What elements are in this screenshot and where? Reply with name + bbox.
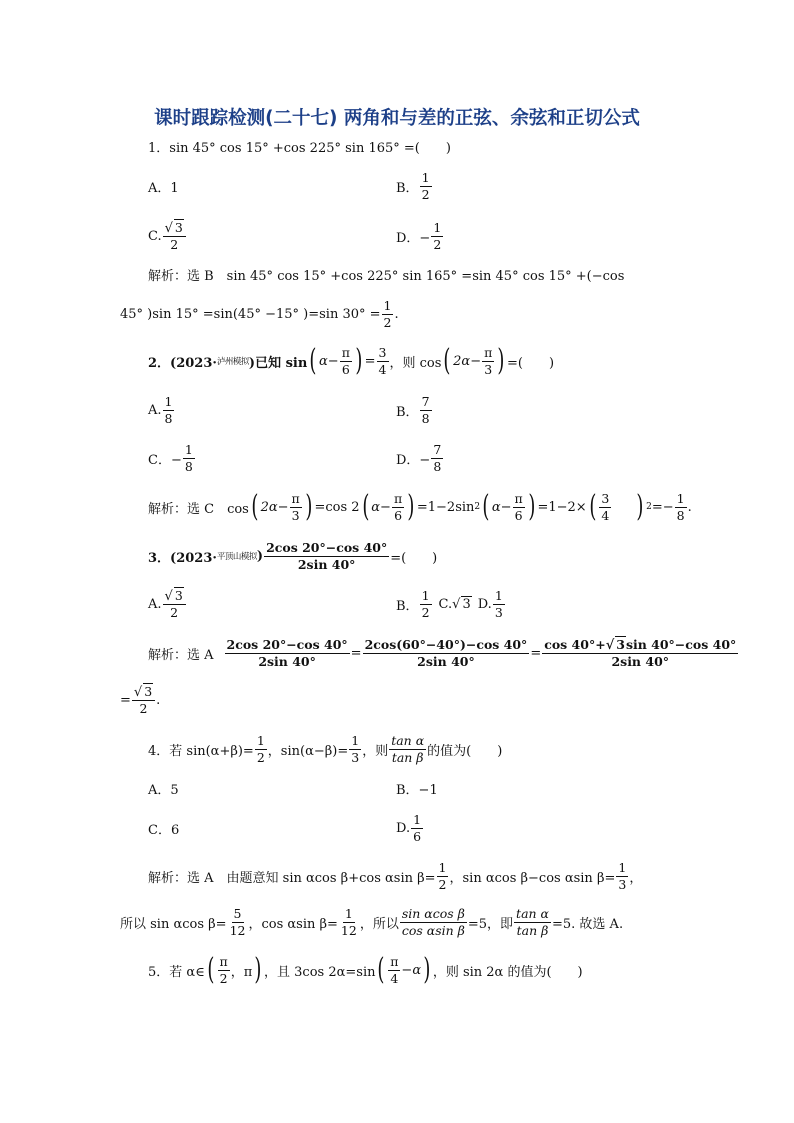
fraction: $\frac{1}{2}$: [383, 298, 392, 330]
q4-stem: 4．若 sin(α+β)= $\frac{1}{2}$ ，sin(α−β)= $\frac{1}{3}$ ，则 $\frac{\text{tan α}}{\text{tan β}}$ 的值为( ): [148, 733, 503, 765]
q2-stem: 2．(2023· 泸州模拟 )已知 sin ( α− $\frac{\pi}{6}$ ) = $\frac{3}{4}$ ，则 cos ( 2α− $\frac{\pi}{3}$ ) =( ): [148, 343, 555, 378]
q1-stem: 1．sin 45° cos 15° +cos 225° sin 165° =( ): [148, 140, 451, 156]
q3-option-a: A. $\frac{√ 3}{2}$: [148, 582, 187, 626]
q3-solution-line1: 解析：选 A $\frac{2\cos 20^\circ-\cos 40^\circ}{2\sin 40^\circ}$ = $\frac{2\cos(60^\circ-40^\circ)-\cos 40^\circ}{2\sin 40^\circ}$ = $\frac{\cos 40^\circ+√ 3\sin 40^\circ-\cos 40^\circ}{2\sin 40^\circ}$: [148, 636, 737, 670]
q1-solution-line1: 解析：选 B sin 45° cos 15° +cos 225° sin 165° =sin 45° cos 15° +(−cos: [148, 268, 625, 284]
q2-solution: 解析：选 C cos ( 2α− $\frac{\pi}{3}$ ) =cos 2 ( α− $\frac{\pi}{6}$ ) =1−2sin 2 ( α− $\frac{\pi}{6}$ ) =1−2× ( $\frac{3}{4}$ ) 2 =− $\frac{1}{8}$ .: [148, 489, 692, 524]
q4-solution-line1: 解析：选 A 由题意知 sin αcos β+cos αsin β= $\frac{1}{2}$ ，sin αcos β−cos αsin β= $\frac{1}{3}$ ，: [148, 860, 643, 892]
q3-stem: 3．(2023· 平顶山模拟 ) $\frac{2\cos 20^\circ-\cos 40^\circ}{2\sin 40^\circ}$ =( ): [148, 540, 438, 572]
q1-option-a: A．1: [148, 180, 179, 196]
q5-stem: 5．若 α∈ ( $\frac{\pi}{2}$ ，π ) ，且 3cos 2α=sin ( $\frac{\pi}{4}$ −α ) ，则 sin 2α 的值为( ): [148, 952, 583, 987]
q1-solution-line2: 45° )sin 15° =sin(45° −15° )=sin 30° = $\frac{1}{2}$ .: [120, 298, 399, 330]
fraction: $\frac{√ 3}{2}$: [163, 221, 186, 252]
q2-option-d: D．− $\frac{7}{8}$: [396, 442, 442, 474]
q4-solution-line2: 所以 sin αcos β= $\frac{5}{12}$ ，cos αsin β= $\frac{1}{12}$ ，所以 $\frac{\text{sin αcos β}}{\text{cos αsin β}}$ =5，即 $\frac{\text{tan α}}{\text{tan β}}$ =5. 故选 A.: [120, 906, 624, 938]
q4-option-b: B．−1: [396, 782, 438, 798]
q2-option-c: C．− $\frac{1}{8}$: [148, 442, 193, 474]
q1-option-b: B． $\frac{1}{2}$: [396, 170, 430, 202]
q2-option-a: A. $\frac{1}{8}$: [148, 394, 173, 426]
page-title: 课时跟踪检测(二十七) 两角和与差的正弦、余弦和正切公式: [154, 108, 640, 129]
fraction: $\frac{1}{2}$: [421, 170, 430, 202]
q3-options-bcd: B． $\frac{1}{2}$ C. √ 3 D. $\frac{1}{3}$: [396, 588, 503, 620]
q2-option-b: B． $\frac{7}{8}$: [396, 394, 430, 426]
q4-option-a: A．5: [148, 782, 179, 798]
q3-solution-line2: = $\frac{√ 3}{2}$ .: [120, 683, 161, 717]
q1-option-d: D．− $\frac{1}{2}$: [396, 220, 442, 252]
q4-option-d: D. $\frac{1}{6}$: [396, 812, 422, 844]
fraction: $\frac{1}{2}$: [433, 220, 442, 252]
q1-option-c: C. $\frac{√ 3}{2}$: [148, 214, 187, 258]
q4-option-c: C．6: [148, 822, 180, 838]
